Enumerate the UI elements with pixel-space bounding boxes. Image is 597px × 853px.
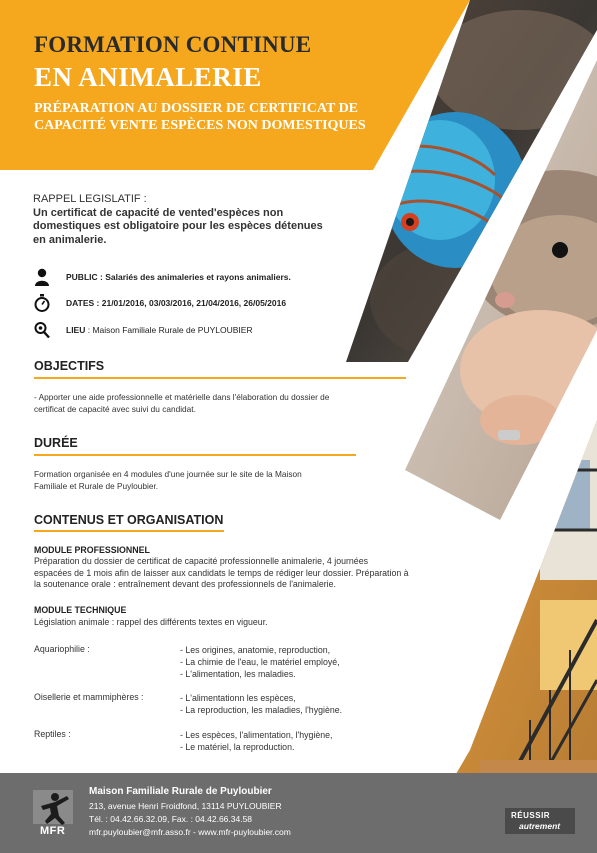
- subtitle-line-1: PRÉPARATION AU DOSSIER DE CERTIFICAT DE: [34, 101, 359, 116]
- badge-line-2: autrement: [519, 821, 561, 831]
- person-icon: [34, 268, 50, 286]
- module-tech-heading: MODULE TECHNIQUE: [34, 605, 127, 615]
- objectifs-text: [34, 391, 374, 415]
- list-item: - La reproduction, les maladies, l'hygiène.: [180, 705, 343, 715]
- dates-value: 21/01/2016, 03/03/2016, 21/04/2016, 26/05/2016: [99, 298, 287, 308]
- objectifs-line-2: certificat de capacité avec suivi du candidat.: [34, 404, 196, 414]
- subtitle-line-2: CAPACITÉ VENTE ESPÈCES NON DOMESTIQUES: [34, 118, 366, 133]
- footer-phone: Tél. : 04.42.66.32.09, Fax. : 04.42.66.34.58: [89, 814, 253, 824]
- info-dates: [34, 294, 394, 312]
- legal-reminder-line-1: Un certificat de capacité de vented'espèces non: [33, 206, 284, 219]
- duree-text: [34, 468, 364, 492]
- legal-reminder-line-3: en animalerie.: [33, 233, 107, 246]
- footer-address: 213, avenue Henri Froidfond, 13114 PUYLOUBIER: [89, 801, 282, 811]
- list-item: - L'alimentationn les espèces,: [180, 693, 296, 703]
- module-pro-line-3: la soutenance orale : entraînement devant des professionnels de l'animalerie.: [34, 579, 336, 589]
- duree-line-1: Formation organisée en 4 modules d'une journée sur le site de la Maison: [34, 469, 302, 479]
- objectifs-line-1: - Apporter une aide professionnelle et matérielle dans l'élaboration du dossier de: [34, 392, 330, 402]
- legal-reminder: [33, 193, 353, 247]
- legal-reminder-line-2: domestiques est obligatoire pour les espèces détenues: [33, 220, 323, 232]
- public-value: Salariés des animaleries et rayons animaliers.: [102, 272, 291, 282]
- row-label-reptiles: Reptiles :: [34, 729, 71, 739]
- legal-reminder-title: RAPPEL LEGISLATIF :: [33, 193, 147, 205]
- row-items-oisellerie: [180, 692, 342, 716]
- footer-org-name: Maison Familiale Rurale de Puyloubier: [89, 786, 272, 797]
- mfr-logo-text: MFR: [40, 825, 66, 837]
- duree-underline: [34, 454, 356, 456]
- module-pro-text: [34, 556, 468, 591]
- module-pro-line-2: espacées de 1 mois afin de laisser aux candidats le temps de rédiger leur dossier. Préparation à: [34, 567, 409, 578]
- contenus-heading: CONTENUS ET ORGANISATION: [34, 513, 224, 527]
- duree-line-2: Familiale et Rurale de Puyloubier.: [34, 481, 159, 491]
- list-item: - La chimie de l'eau, le matériel employé,: [180, 657, 340, 667]
- info-public: [34, 268, 394, 286]
- objectifs-heading: OBJECTIFS: [34, 359, 105, 373]
- objectifs-underline: [34, 377, 406, 379]
- duree-heading: DURÉE: [34, 436, 78, 450]
- lieu-value: : Maison Familiale Rurale de PUYLOUBIER: [85, 325, 253, 335]
- dates-label: DATES :: [66, 298, 100, 308]
- list-item: - Les origines, anatomie, reproduction,: [180, 645, 331, 655]
- list-item: - Les espèces, l'alimentation, l'hygiène,: [180, 730, 333, 740]
- lieu-label: LIEU: [66, 325, 86, 335]
- info-lieu: [34, 321, 394, 339]
- title-line-2: EN ANIMALERIE: [34, 62, 262, 92]
- row-label-oisellerie: Oisellerie et mammiphères :: [34, 692, 144, 702]
- location-search-icon: [34, 321, 50, 339]
- row-items-aquariophilie: [180, 644, 340, 680]
- stopwatch-icon: [34, 294, 50, 312]
- contenus-underline: [34, 530, 224, 532]
- list-item: - L'alimentation, les maladies.: [180, 669, 296, 679]
- module-pro-heading: MODULE PROFESSIONNEL: [34, 545, 150, 555]
- subtitle: [34, 100, 414, 134]
- module-pro-line-1: Préparation du dossier de certificat de capacité professionnelle animalerie, 4 journées: [34, 556, 368, 566]
- list-item: - Le matériel, la reproduction.: [180, 742, 295, 752]
- module-tech-text: Législation animale : rappel des différents textes en vigueur.: [34, 617, 268, 627]
- public-label: PUBLIC :: [66, 272, 103, 282]
- title-line-1: FORMATION CONTINUE: [34, 32, 312, 57]
- badge-line-1: RÉUSSIR: [511, 811, 551, 820]
- reussir-badge: [505, 808, 575, 834]
- row-items-reptiles: [180, 729, 333, 753]
- row-label-aquariophilie: Aquariophilie :: [34, 644, 90, 654]
- footer-web[interactable]: mfr.puyloubier@mfr.asso.fr - www.mfr-puyloubier.com: [89, 827, 291, 837]
